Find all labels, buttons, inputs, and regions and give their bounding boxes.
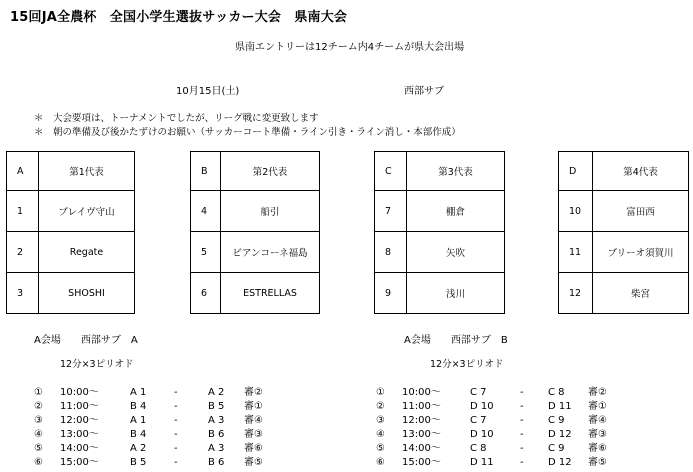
- match-away: A 3: [208, 415, 225, 426]
- team-no: 2: [7, 232, 39, 273]
- group-header: 第2代表: [221, 152, 320, 191]
- match-time: 13:00〜: [402, 429, 441, 440]
- match-away: D 11: [548, 401, 572, 412]
- match-time: 10:00〜: [402, 387, 441, 398]
- match-time: 11:00〜: [60, 401, 99, 412]
- group-header: 第4代表: [593, 152, 689, 191]
- match-referee: 審⑥: [588, 443, 607, 454]
- venue-name: 西部サブ: [404, 86, 444, 97]
- match-home: C 8: [470, 443, 487, 454]
- match-time: 10:00〜: [60, 387, 99, 398]
- team-no: 9: [375, 273, 407, 314]
- match-no: ④: [34, 429, 43, 440]
- match-dash: -: [174, 401, 178, 412]
- team-name: ブレイヴ守山: [39, 191, 135, 232]
- match-dash: -: [520, 443, 524, 454]
- match-time: 12:00〜: [60, 415, 99, 426]
- match-home: B 5: [130, 457, 147, 468]
- match-date: 10月15日(土): [176, 86, 240, 97]
- group-table-d: [558, 151, 689, 314]
- match-time: 12:00〜: [402, 415, 441, 426]
- team-name: 棚倉: [407, 191, 505, 232]
- group-header: 第3代表: [407, 152, 505, 191]
- team-name: ブリーオ須賀川: [593, 232, 689, 273]
- team-name: ビアンコーネ福島: [221, 232, 320, 273]
- venue-b-period: 12分×3ピリオド: [430, 359, 504, 370]
- group-key: C: [375, 152, 407, 191]
- team-name: 矢吹: [407, 232, 505, 273]
- match-away: B 6: [208, 457, 225, 468]
- match-referee: 審②: [244, 387, 263, 398]
- venue-a-period: 12分×3ピリオド: [60, 359, 134, 370]
- group-header: 第1代表: [39, 152, 135, 191]
- team-name: Regate: [39, 232, 135, 273]
- match-no: ①: [376, 387, 385, 398]
- match-dash: -: [520, 401, 524, 412]
- group-key: B: [191, 152, 221, 191]
- match-away: D 12: [548, 429, 572, 440]
- group-key: A: [7, 152, 39, 191]
- team-name: 浅川: [407, 273, 505, 314]
- team-no: 6: [191, 273, 221, 314]
- group-table-c: [374, 151, 505, 314]
- match-dash: -: [520, 415, 524, 426]
- match-referee: 審⑤: [588, 457, 607, 468]
- team-name: ESTRELLAS: [221, 273, 320, 314]
- match-time: 15:00〜: [60, 457, 99, 468]
- match-no: ⑥: [376, 457, 385, 468]
- match-referee: 審⑥: [244, 443, 263, 454]
- match-home: D 10: [470, 401, 494, 412]
- match-away: C 9: [548, 443, 565, 454]
- match-referee: 審④: [244, 415, 263, 426]
- match-referee: 審③: [244, 429, 263, 440]
- team-no: 3: [7, 273, 39, 314]
- match-home: B 4: [130, 401, 147, 412]
- match-no: ④: [376, 429, 385, 440]
- match-no: ①: [34, 387, 43, 398]
- note-2: ＊ 朝の準備及び後かたずけのお願い（サッカーコート準備・ライン引き・ライン消し・本部作成）: [34, 127, 461, 138]
- team-no: 11: [559, 232, 593, 273]
- match-time: 14:00〜: [60, 443, 99, 454]
- match-no: ③: [34, 415, 43, 426]
- team-no: 7: [375, 191, 407, 232]
- match-dash: -: [174, 443, 178, 454]
- match-dash: -: [174, 387, 178, 398]
- page-title: 15回JA全農杯 全国小学生選抜サッカー大会 県南大会: [10, 10, 348, 25]
- team-name: SHOSHI: [39, 273, 135, 314]
- match-no: ③: [376, 415, 385, 426]
- match-referee: 審③: [588, 429, 607, 440]
- match-home: D 10: [470, 429, 494, 440]
- match-time: 15:00〜: [402, 457, 441, 468]
- match-home: C 7: [470, 415, 487, 426]
- team-no: 12: [559, 273, 593, 314]
- match-home: A 2: [130, 443, 147, 454]
- team-no: 5: [191, 232, 221, 273]
- match-dash: -: [520, 429, 524, 440]
- match-dash: -: [520, 387, 524, 398]
- match-home: A 1: [130, 387, 147, 398]
- match-no: ②: [34, 401, 43, 412]
- group-key: D: [559, 152, 593, 191]
- group-table-b: [190, 151, 320, 314]
- match-dash: -: [520, 457, 524, 468]
- match-dash: -: [174, 457, 178, 468]
- match-referee: 審⑤: [244, 457, 263, 468]
- match-away: D 12: [548, 457, 572, 468]
- match-away: A 2: [208, 387, 225, 398]
- team-no: 4: [191, 191, 221, 232]
- match-referee: 審①: [588, 401, 607, 412]
- match-no: ⑤: [376, 443, 385, 454]
- team-no: 10: [559, 191, 593, 232]
- match-time: 14:00〜: [402, 443, 441, 454]
- match-referee: 審②: [588, 387, 607, 398]
- team-no: 1: [7, 191, 39, 232]
- match-away: C 9: [548, 415, 565, 426]
- entry-note: 県南エントリーは12チーム内4チームが県大会出場: [235, 42, 465, 53]
- match-no: ⑥: [34, 457, 43, 468]
- match-time: 13:00〜: [60, 429, 99, 440]
- match-time: 11:00〜: [402, 401, 441, 412]
- match-away: B 5: [208, 401, 225, 412]
- team-no: 8: [375, 232, 407, 273]
- match-home: D 11: [470, 457, 494, 468]
- match-away: B 6: [208, 429, 225, 440]
- match-dash: -: [174, 415, 178, 426]
- team-name: 富田西: [593, 191, 689, 232]
- venue-b-label: A会場 西部サブ B: [404, 335, 508, 346]
- venue-a-label: A会場 西部サブ A: [34, 335, 138, 346]
- match-referee: 審①: [244, 401, 263, 412]
- match-no: ⑤: [34, 443, 43, 454]
- group-table-a: [6, 151, 135, 314]
- match-home: A 1: [130, 415, 147, 426]
- match-home: B 4: [130, 429, 147, 440]
- match-referee: 審④: [588, 415, 607, 426]
- team-name: 船引: [221, 191, 320, 232]
- match-away: C 8: [548, 387, 565, 398]
- team-name: 柴宮: [593, 273, 689, 314]
- match-dash: -: [174, 429, 178, 440]
- note-1: ＊ 大会要項は、トーナメントでしたが、リーグ戦に変更致します: [34, 113, 319, 124]
- match-no: ②: [376, 401, 385, 412]
- match-home: C 7: [470, 387, 487, 398]
- match-away: A 3: [208, 443, 225, 454]
